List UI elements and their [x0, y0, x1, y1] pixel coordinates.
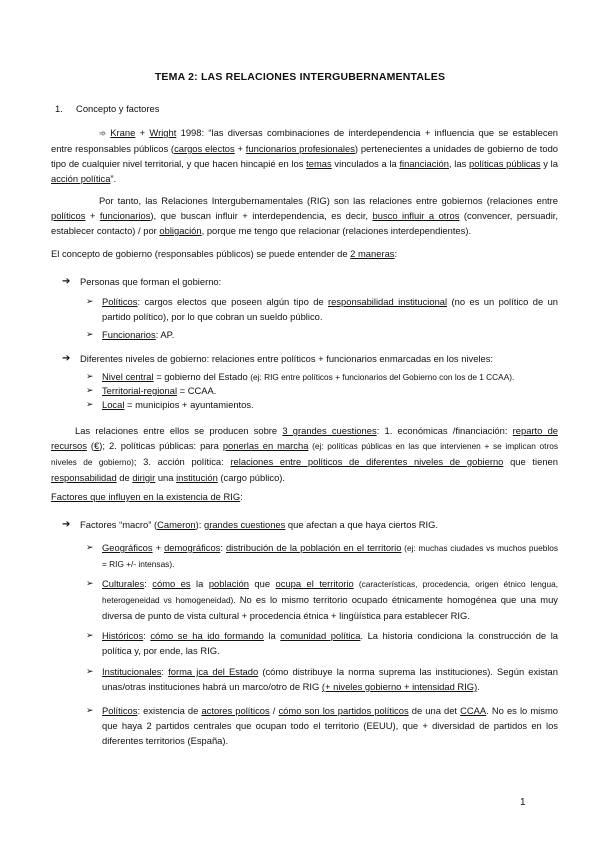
item-culturales	[102, 576, 558, 623]
text: ”.	[110, 173, 117, 184]
triangle-bullet-icon: ➢	[86, 630, 94, 640]
document-title: TEMA 2: LAS RELACIONES INTERGUBERNAMENTALES	[154, 71, 446, 83]
triangle-bullet-icon: ➢	[86, 329, 94, 339]
underlined-term: cómo es	[152, 578, 191, 589]
triangle-bullet-icon: ➢	[86, 296, 94, 306]
text: El concepto de gobierno (responsables públicos) se puede entender de	[51, 248, 351, 259]
text: ):	[195, 519, 204, 530]
text: ), que buscan influir + interdependencia, es decir,	[150, 210, 373, 221]
text: +	[135, 127, 150, 138]
text: : cargos electos que poseen algún tipo de	[137, 296, 329, 307]
underlined-term: demográficos	[164, 542, 221, 553]
underlined-term: obligación	[159, 225, 202, 236]
text: de	[116, 472, 133, 483]
text: (	[86, 440, 95, 451]
factores-heading	[51, 489, 243, 504]
text: ; 3. acción política:	[133, 456, 231, 467]
triangle-bullet-icon: ➢	[86, 385, 94, 395]
text: +	[152, 542, 165, 553]
underlined-term: CCAA	[460, 705, 487, 716]
text: = municipios + ayuntamientos.	[124, 399, 254, 410]
text: Las relaciones entre ellos se producen sobre	[75, 425, 283, 436]
text: una	[155, 472, 177, 483]
text: :	[143, 630, 151, 641]
underlined-term: cómo se ha ido formando	[150, 630, 264, 641]
underlined-term: Local	[102, 399, 125, 410]
text: ); 2. políticas públicas: para	[99, 440, 223, 451]
text: :	[161, 666, 169, 677]
underlined-term: ocupa el territorio	[275, 578, 354, 589]
item-territorial	[102, 383, 216, 398]
underlined-term: funcionarios	[99, 210, 151, 221]
text: , las	[448, 158, 469, 169]
underlined-term: dirigir	[132, 472, 156, 483]
text: que tienen	[503, 456, 558, 467]
small-text: (ej: RIG entre políticos + funcionarios del Gobierno con los de 1 CCAA).	[250, 372, 515, 382]
small-text: (ej: políticas públicas en las que intervienen + se implican otros niveles de gobierno)	[51, 441, 558, 467]
underlined-term: 3 grandes cuestiones	[282, 425, 377, 436]
underlined-term: Territorial-regional	[102, 385, 178, 396]
right-arrow-icon: ➾	[99, 128, 106, 138]
underlined-term: Cameron	[157, 519, 196, 530]
text: . La historia condiciona la construcción de la política y, por ende, las RIG.	[102, 630, 558, 656]
text: (convencer, persuadir, establecer contacto) / por	[51, 210, 559, 236]
text: /	[269, 705, 279, 716]
underlined-term: Culturales	[102, 578, 145, 589]
text: No es lo mismo territorio ocupado étnicamente homogénea que una muy diversa de punto de vista cultural + procedencia étnica + lingüística para establecer RIG.	[102, 594, 558, 621]
underlined-term: Geográficos	[102, 542, 153, 553]
section-heading	[55, 101, 159, 116]
item-institucionales	[102, 664, 558, 694]
text: . No es lo mismo que haya 2 partidos centrales que ocupan todo el territorio (EEUU), que + diversidad de partidos en los diferentes territorios (España).	[102, 705, 558, 746]
underlined-term: Funcionarios	[102, 329, 156, 340]
section-title: Concepto y factores	[76, 103, 160, 114]
bullet-niveles: Diferentes niveles de gobierno: relaciones entre políticos + funcionarios enmarcadas en los niveles:	[80, 353, 493, 364]
text: .	[477, 681, 480, 692]
text: :	[240, 491, 243, 502]
underlined-term: grandes cuestiones	[204, 519, 286, 530]
text: de una det	[408, 705, 461, 716]
item-politicos-factor	[102, 703, 558, 748]
underlined-term: actores políticos	[201, 705, 270, 716]
text: y la	[540, 158, 558, 169]
euro-symbol: €	[94, 440, 100, 451]
underlined-term: responsabilidad institucional	[328, 296, 448, 307]
item-geograficos	[102, 540, 558, 572]
paragraph-cuestiones	[51, 423, 558, 485]
text: 1998: “las diversas combinaciones de interdependencia + influencia que se establecen entre responsables públicos (	[51, 127, 559, 154]
underlined-term: funcionarios profesionales	[245, 143, 355, 154]
triangle-bullet-icon: ➢	[86, 371, 94, 381]
item-local	[102, 397, 254, 412]
text: que afectan a que haya ciertos RIG.	[285, 519, 439, 530]
underlined-term: acción política	[51, 173, 111, 184]
underlined-term: Políticos	[102, 705, 138, 716]
underlined-term: población	[208, 578, 249, 589]
text: :	[220, 542, 226, 553]
text: ) pertenecientes a unidades de gobierno de todo tipo de cualquier nivel territorial, y que hacen hincapié en los	[51, 143, 559, 169]
item-funcionarios	[102, 327, 174, 342]
text: la	[263, 630, 281, 641]
item-historicos	[102, 628, 558, 658]
author-krane: Krane	[110, 127, 136, 138]
triangle-bullet-icon: ➢	[86, 399, 94, 409]
text: +	[85, 210, 100, 221]
text: (cómo distribuye la norma suprema las instituciones). Según existan unas/otras instituciones habrá un marco/otro de RIG	[102, 666, 558, 692]
triangle-bullet-icon: ➢	[86, 542, 94, 552]
paragraph-concepto	[51, 246, 397, 261]
arrow-bullet-icon: ➔	[62, 519, 71, 530]
underlined-term: relaciones entre políticos de diferentes niveles de gobierno	[230, 456, 504, 467]
underlined-term: distribución de la población en el territorio	[225, 542, 402, 553]
underlined-term: Históricos	[102, 630, 144, 641]
text: : existencia de	[137, 705, 202, 716]
underlined-term: forma jca del Estado	[168, 666, 259, 677]
text: +	[234, 143, 246, 154]
underlined-term: cómo son los partidos políticos	[278, 705, 409, 716]
triangle-bullet-icon: ➢	[86, 578, 94, 588]
underlined-term: políticas públicas	[469, 158, 541, 169]
underlined-term: financiación	[399, 158, 449, 169]
text: :	[394, 248, 398, 259]
underlined-term: Nivel central	[102, 371, 154, 382]
arrow-bullet-icon: ➔	[62, 276, 71, 287]
text: Factores “macro” (	[80, 519, 158, 530]
underlined-term: busco influir a otros	[372, 210, 460, 221]
page-number: 1	[520, 797, 526, 808]
underlined-term: cargos electos	[174, 143, 235, 154]
text: : 1. económicas /financiación:	[376, 425, 513, 436]
underlined-term: (+ niveles gobierno + intensidad RIG)	[321, 681, 478, 692]
underlined-term: Institucionales	[102, 666, 162, 677]
arrow-bullet-icon: ➔	[62, 353, 71, 364]
triangle-bullet-icon: ➢	[86, 666, 94, 676]
underlined-term: comunidad política	[280, 630, 361, 641]
bullet-factores-macro	[80, 517, 438, 532]
underlined-term: 2 maneras	[350, 248, 395, 259]
bullet-personas: Personas que forman el gobierno:	[80, 276, 222, 287]
text: :	[144, 578, 153, 589]
item-politicos	[102, 294, 558, 324]
underlined-term: institución	[176, 472, 218, 483]
underlined-term: responsabilidad	[51, 472, 117, 483]
underlined-term: Políticos	[102, 296, 138, 307]
text: = CCAA.	[177, 385, 217, 396]
small-text: (características, procedencia, origen étnico lengua, heterogeneidad vs homogeneidad).	[102, 579, 559, 605]
text: (cargo público).	[217, 472, 286, 483]
triangle-bullet-icon: ➢	[86, 705, 94, 715]
text: = gobierno del Estado	[153, 371, 251, 382]
small-text: (ej: muchas ciudades vs muchos pueblos = RIG +/- intensas).	[102, 543, 558, 569]
text: Por tanto, las Relaciones Intergubernamentales (RIG) son las relaciones entre gobiernos (relaciones entre	[99, 195, 558, 206]
underlined-heading: Factores que influyen en la existencia de RIG	[51, 491, 241, 502]
text: (no es un político de un partido político), por lo que cobran un sueldo público.	[102, 296, 558, 322]
text: : AP.	[155, 329, 175, 340]
underlined-term: políticos	[51, 210, 86, 221]
text: la	[190, 578, 209, 589]
underlined-term: temas	[306, 158, 332, 169]
author-wright: Wright	[149, 127, 177, 138]
text: que	[248, 578, 276, 589]
underlined-term: ponerlas en marcha	[222, 440, 309, 451]
paragraph-definition	[51, 125, 558, 186]
text: , porque me tengo que relacionar (relaciones interdependientes).	[201, 225, 472, 236]
underlined-term: reparto de recursos	[51, 425, 559, 451]
section-number: 1.	[55, 103, 63, 114]
paragraph-rig	[51, 193, 558, 238]
text: vinculados a la	[331, 158, 400, 169]
